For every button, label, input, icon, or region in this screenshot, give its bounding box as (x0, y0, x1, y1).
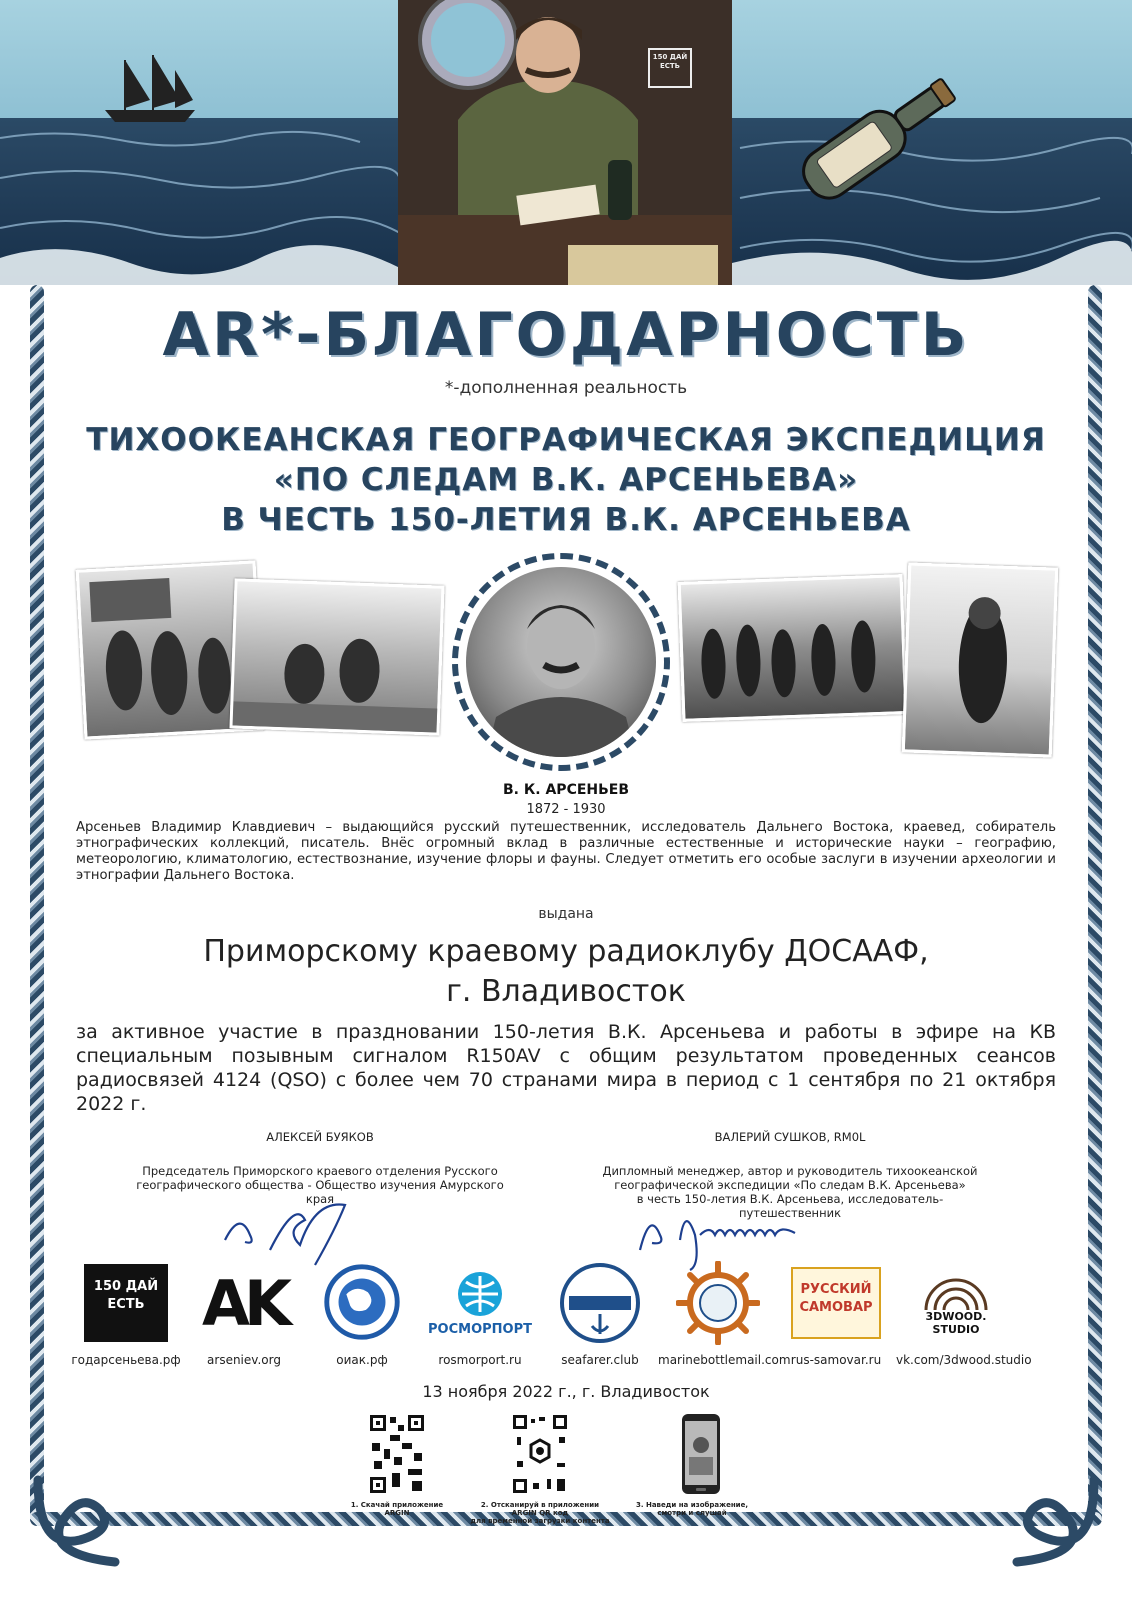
recipient-line: Приморскому краевому радиоклубу ДОСААФ, (203, 934, 929, 969)
qr-step-line: для временной загрузки контента (470, 1517, 610, 1525)
logo-url[interactable]: годарсеньева.рф (71, 1353, 181, 1367)
archive-photo-winter (902, 562, 1059, 757)
smartphone-scan-icon (672, 1413, 730, 1495)
logo-godarsenyeva-mark: 150 ДАЙ ЕСТЬ (84, 1264, 168, 1342)
logo-samovar-mark: РУССКИЙ САМОВАР (791, 1267, 881, 1339)
logo-rus-samovar[interactable] (776, 1263, 896, 1367)
logo-url[interactable]: vk.com/3dwood.studio (896, 1353, 1032, 1367)
arseniev-portrait (466, 567, 656, 757)
qr-code-argin-content-icon[interactable] (511, 1413, 569, 1495)
signer-title-line: Дипломный менеджер, автор и руководитель тихоокеанской (602, 1164, 978, 1178)
award-reason: за активное участие в праздновании 150-летия В.К. Арсеньева и работы в эфире на КВ специальным позывным сигналом R150AV с общим результатом проведенных сеансов радиосвязей 4124 (QSO) с более чем 70 странами мира в период с 1 сентября по 21 октября 2022 г. (76, 1021, 1056, 1115)
recipient-line: г. Владивосток (446, 974, 686, 1009)
globe-icon (317, 1262, 407, 1344)
signer-title-line: географической экспедиции «По следам В.К. Арсеньева» (614, 1178, 966, 1192)
subtitle-line: В ЧЕСТЬ 150-ЛЕТИЯ В.К. АРСЕНЬЕВА (221, 502, 911, 538)
person-name: В. К. АРСЕНЬЕВ (502, 782, 630, 798)
signer-name: ВАЛЕРИЙ СУШКОВ, RM0L (714, 1130, 866, 1144)
logo-rosmorport[interactable] (420, 1263, 540, 1367)
person-years: 1872 - 1930 (526, 802, 606, 817)
biography-text: Арсеньев Владимир Клавдиевич – выдающийся русский путешественник, исследователь Дальнего Востока, краевед, собиратель этнографических коллекций, писатель. Внёс огромный вклад в различные естественные и исторические науки – географию, метеорологию, климатологию, естествознание, изучение флоры и фауны. Следует отметить его особые заслуги в изучении археологии и этнографии Дальнего Востока. (76, 820, 1056, 883)
logo-url[interactable]: seafarer.club (561, 1353, 639, 1367)
rope-knot-left-icon (20, 1470, 130, 1580)
logo-3dwood[interactable] (896, 1263, 1032, 1367)
tree-rings-icon (921, 1270, 991, 1310)
logo-url[interactable]: rosmorport.ru (438, 1353, 522, 1367)
logo-url[interactable]: arseniev.org (207, 1353, 281, 1367)
logo-url[interactable]: marinebottlemail.com (658, 1353, 791, 1367)
certificate-title: AR*-БЛАГОДАРНОСТЬ (162, 300, 970, 370)
expedition-subtitle (0, 420, 1132, 540)
qr-step-caption (327, 1501, 467, 1517)
subtitle-line: «ПО СЛЕДАМ В.К. АРСЕНЬЕВА» (273, 462, 859, 498)
qr-step-caption (622, 1501, 762, 1517)
title-footnote: *-дополненная реальность (444, 378, 688, 398)
qr-code-app-download-icon[interactable] (368, 1413, 426, 1495)
logo-seafarer[interactable] (540, 1263, 660, 1367)
seafarer-icon (559, 1262, 641, 1344)
archive-photo-forest-march (678, 574, 908, 722)
logo-3dwood-mark: 3DWOOD. STUDIO (925, 1310, 987, 1336)
logo-arseniev-mark: AK (201, 1266, 287, 1340)
logo-marinebottlemail[interactable] (658, 1263, 791, 1367)
archive-photo-camp (229, 578, 444, 735)
issued-label: выдана (538, 906, 594, 922)
issue-date: 13 ноября 2022 г., г. Владивосток (422, 1382, 710, 1401)
logo-godarsenyeva[interactable] (66, 1263, 186, 1367)
qr-step-line: ARGIN (384, 1509, 410, 1517)
signer-title-line: Председатель Приморского краевого отделения Русского (142, 1164, 498, 1178)
partner-logos (66, 1263, 1066, 1373)
header-banner (0, 0, 1132, 285)
signer-title-line: географического общества - Общество изучения Амурского края (136, 1178, 504, 1206)
signer-title-line: в честь 150-летия В.К. Арсеньева, исследователь-путешественник (636, 1192, 944, 1220)
logo-url[interactable]: rus-samovar.ru (790, 1353, 882, 1367)
rosmorport-icon (456, 1270, 504, 1318)
logo-rgo[interactable] (302, 1263, 422, 1367)
logo-rosmorport-mark: РОСМОРПОРТ (428, 1321, 532, 1337)
expedition-illustration (398, 0, 732, 285)
qr-step-line: 3. Наведи на изображение, (636, 1501, 748, 1509)
logo-url[interactable]: оиак.рф (336, 1353, 388, 1367)
rope-knot-right-icon (1002, 1470, 1112, 1580)
anniversary-badge: 150 ДАЙ ЕСТЬ (648, 48, 692, 88)
ship-wheel-icon (676, 1261, 760, 1345)
message-bottle-icon (750, 60, 980, 210)
qr-step-caption (470, 1501, 610, 1525)
logo-arseniev[interactable] (184, 1263, 304, 1367)
signature-left-icon (215, 1190, 365, 1270)
signer-name: АЛЕКСЕЙ БУЯКОВ (266, 1130, 374, 1144)
sailing-ship-icon (95, 50, 205, 125)
recipient-name (0, 932, 1132, 1012)
subtitle-line: ТИХООКЕАНСКАЯ ГЕОГРАФИЧЕСКАЯ ЭКСПЕДИЦИЯ (86, 422, 1046, 458)
qr-step-line: смотри и слушай (657, 1509, 727, 1517)
qr-step-line: 2. Отсканируй в приложении ARGIN QR код (480, 1501, 600, 1517)
qr-step-line: 1. Скачай приложение (350, 1501, 444, 1509)
